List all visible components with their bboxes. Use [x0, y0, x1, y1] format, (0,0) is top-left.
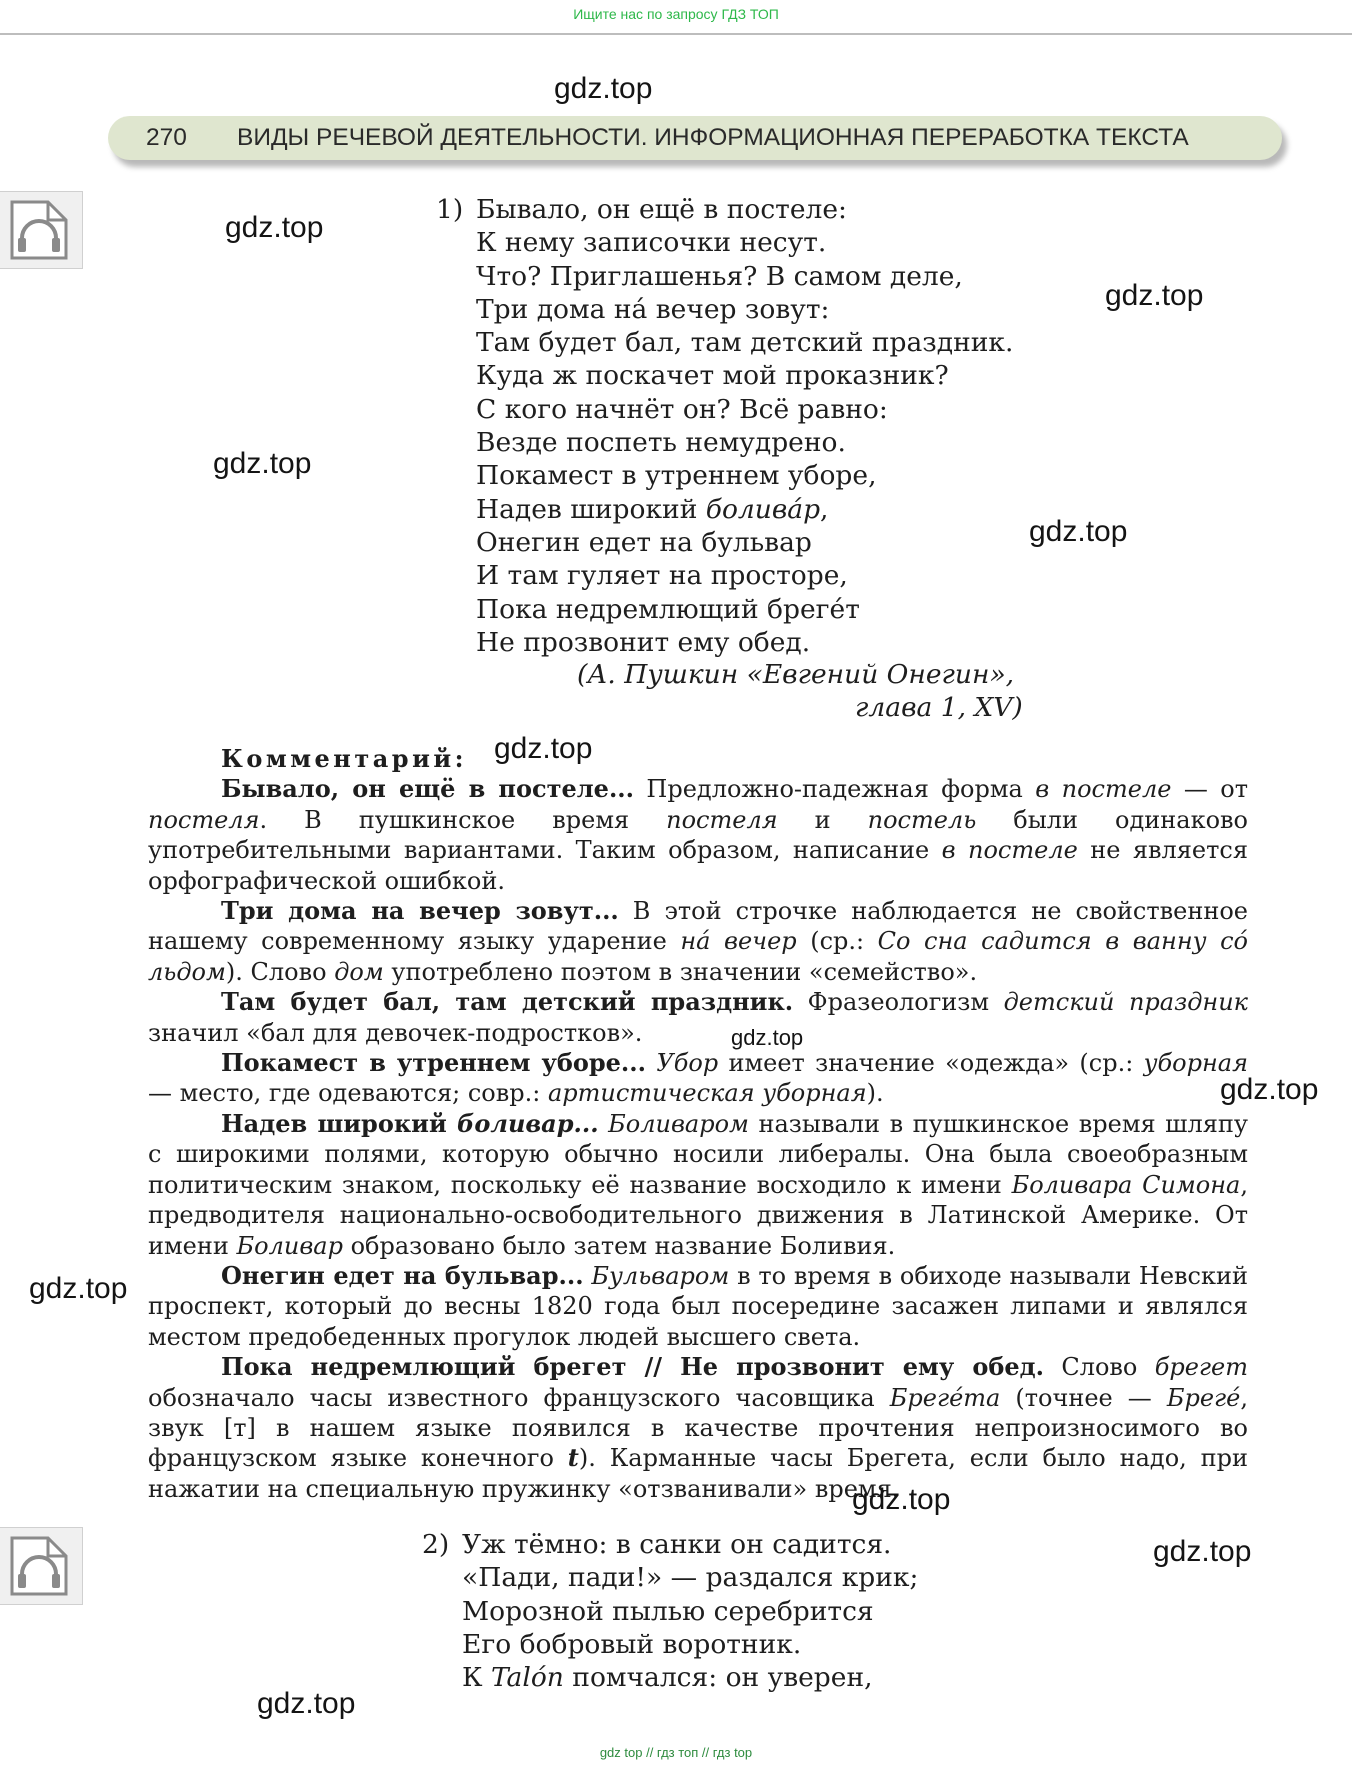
italic-term: нá вечер	[680, 927, 797, 956]
poem-line-end: помчался: он уверен,	[563, 1662, 873, 1694]
text: и	[777, 805, 868, 834]
text: Фразеологизм	[793, 988, 1004, 1017]
quote: Три дома на вечер зовут...	[221, 896, 619, 926]
audio-icon[interactable]	[0, 191, 83, 269]
text: имеет значение «одежда» (ср.:	[718, 1049, 1144, 1078]
text: употреблено поэтом в значении «семейство».	[383, 957, 978, 986]
poem-line: Его бобровый воротник.	[462, 1628, 802, 1660]
text: называли в пушкинское время шляпу с широкими полями, которую обычно носили либералы. Она была своеобразным политическим знаком, поскольку её название восходило к имени	[148, 1109, 1248, 1199]
poem-line-end: ,	[820, 493, 829, 525]
poem-line	[476, 493, 1013, 526]
page-header	[108, 116, 1282, 160]
text: , предводителя национально-освободительного движения в Латинской Америке. От имени	[148, 1170, 1249, 1260]
italic-term: в постеле	[1035, 775, 1172, 804]
poem-line	[462, 1661, 918, 1694]
poem-line: Морозной пылью серебрится	[462, 1595, 874, 1627]
text: , звук [т] в нашем языке появился в качестве прочтения непроизносимого во французском языке конечного	[148, 1383, 1249, 1473]
watermark: gdz.top	[213, 447, 312, 480]
text: Предложно-падежная форма	[634, 775, 1036, 804]
italic-term: уборная	[1143, 1049, 1248, 1078]
watermark: gdz.top	[554, 72, 653, 105]
italic-term: Убор	[656, 1049, 719, 1078]
commentary-paragraph	[148, 1109, 1248, 1261]
headphones-document-icon	[8, 1534, 70, 1598]
watermark: gdz.top	[731, 1025, 804, 1050]
text: (точнее —	[1000, 1383, 1167, 1412]
top-banner	[0, 0, 1352, 35]
text: В этой строчке наблюдается не свойственное нашему современному языку ударение	[148, 897, 1248, 956]
poem-line: Покамест в утреннем уборе,	[476, 460, 877, 492]
text: (ср.:	[796, 927, 878, 956]
text: ). Карманные часы Брегета, если было надо, при нажатии на специальную пружинку «отзванивали» время.	[148, 1444, 1249, 1503]
commentary	[148, 744, 1248, 1504]
poem-line: Везде поспеть немудрено.	[476, 427, 846, 459]
poem-line: «Пади, пади!» — раздался крик;	[462, 1562, 919, 1594]
italic-term: Боливаром	[608, 1109, 749, 1138]
poem-line: Онегин едет на бульвар	[476, 526, 812, 558]
italic-term: артистическая уборная	[547, 1079, 867, 1108]
commentary-heading: Комментарий:	[221, 744, 468, 773]
poem-line-italic: боливáр	[705, 493, 821, 525]
quote: Пока недремлющий брегет // Не прозвонит ему обед.	[221, 1352, 1044, 1382]
audio-icon[interactable]	[0, 1527, 83, 1605]
text: Слово	[1043, 1353, 1155, 1382]
quote: Надев широкий	[221, 1108, 458, 1138]
italic-term: брегет	[1154, 1353, 1249, 1382]
text: в то время в обиходе называли Невский проспект, который до весны 1820 года был посередине засажен липами и являлся местом предобеденных прогулок людей высшего света.	[148, 1261, 1248, 1351]
italic-term: боливар...	[457, 1108, 599, 1138]
watermark: gdz.top	[1029, 515, 1128, 548]
quote: Там будет бал, там детский праздник.	[221, 987, 794, 1017]
poem-1	[436, 193, 1014, 659]
italic-term: дом	[334, 957, 384, 986]
poem-line: Что? Приглашенья? В самом деле,	[476, 260, 963, 292]
italic-term: Со сна садится в ванну сó льдом	[148, 927, 1248, 986]
watermark: gdz.top	[1153, 1535, 1252, 1568]
text: ). Слово	[225, 957, 335, 986]
italic-term: Бульваром	[591, 1261, 730, 1290]
italic-term: Боливар	[236, 1231, 343, 1260]
poem-number: 1)	[436, 194, 464, 225]
commentary-paragraph	[148, 896, 1248, 987]
italic-term: постеля	[666, 805, 778, 834]
top-banner-text: Ищите нас по запросу ГДЗ ТОП	[573, 6, 779, 22]
watermark: gdz.top	[29, 1272, 128, 1305]
poem-number: 2)	[422, 1529, 450, 1560]
text: ).	[866, 1079, 884, 1108]
poem-line: С кого начнёт он? Всё равно:	[476, 393, 888, 425]
text: не является орфографической ошибкой.	[148, 836, 1248, 895]
headphones-document-icon	[8, 198, 70, 262]
watermark: gdz.top	[494, 732, 593, 765]
italic-term: в постеле	[941, 836, 1078, 865]
poem-line: К нему записочки несут.	[476, 227, 827, 259]
italic-term: постель	[867, 805, 977, 834]
poem-line: Бывало, он ещё в постеле:	[476, 194, 847, 225]
poem-source-line-2: глава 1, XV)	[855, 692, 1023, 723]
italic-term: постеля	[148, 805, 260, 834]
text	[646, 1049, 656, 1077]
poem-line-text: Надев широкий	[476, 493, 706, 525]
commentary-paragraph	[148, 1261, 1248, 1352]
text: образовано было затем название Боливия.	[342, 1231, 896, 1260]
text: обозначало часы известного французского часовщика	[148, 1383, 890, 1412]
watermark: gdz.top	[1220, 1073, 1319, 1106]
page-number: 270	[146, 124, 187, 151]
poem-line: Там будет бал, там детский праздник.	[476, 327, 1014, 359]
watermark: gdz.top	[225, 211, 324, 244]
bottom-banner: gdz top // гдз топ // гдз top	[599, 1745, 753, 1760]
poem-line: И там гуляет на просторе,	[476, 560, 848, 592]
watermark: gdz.top	[257, 1687, 356, 1720]
quote: Бывало, он ещё в постеле...	[221, 774, 635, 804]
commentary-paragraph	[148, 987, 1248, 1048]
poem-line: Куда ж поскачет мой проказник?	[476, 360, 949, 392]
poem-line: Уж тёмно: в санки он садится.	[462, 1529, 892, 1560]
text	[599, 1110, 609, 1138]
commentary-paragraph	[148, 1048, 1248, 1109]
italic-term: детский праздник	[1003, 988, 1248, 1017]
quote: Покамест в утреннем уборе...	[221, 1048, 647, 1078]
text: значил «бал для девочек-подростков».	[148, 1018, 643, 1047]
poem-line-italic: Talón	[490, 1662, 564, 1694]
italic-term: Брегéта	[889, 1383, 1001, 1412]
italic-term: Боливара Симона	[1011, 1170, 1241, 1199]
commentary-paragraph	[148, 774, 1248, 896]
poem-line: Не прозвонит ему обед.	[476, 626, 811, 658]
commentary-paragraph	[148, 1352, 1248, 1504]
poem-line-text: К	[462, 1662, 491, 1694]
poem-line: Три дома на́ вечер зовут:	[476, 293, 830, 325]
poem-source-line-1: (А. Пушкин «Евгений Онегин»,	[577, 659, 1015, 690]
poem-2	[422, 1528, 919, 1694]
text: — место, где одеваются; совр.:	[148, 1079, 548, 1108]
italic-term: Брегé	[1166, 1383, 1241, 1412]
poem-line: Пока недремлющий брегéт	[476, 593, 860, 625]
text: были одинаково употребительными вариантами. Таким образом, написание	[148, 805, 1248, 865]
text: . В пушкинское время	[259, 805, 667, 834]
watermark: gdz.top	[1105, 279, 1204, 312]
text: — от	[1171, 775, 1249, 804]
watermark: gdz.top	[852, 1483, 951, 1516]
chapter-title: ВИДЫ РЕЧЕВОЙ ДЕЯТЕЛЬНОСТИ. ИНФОРМАЦИОННАЯ ПЕРЕРАБОТКА ТЕКСТА	[237, 124, 1189, 151]
quote: Онегин едет на бульвар...	[221, 1260, 584, 1290]
italic-term: t	[567, 1443, 579, 1473]
